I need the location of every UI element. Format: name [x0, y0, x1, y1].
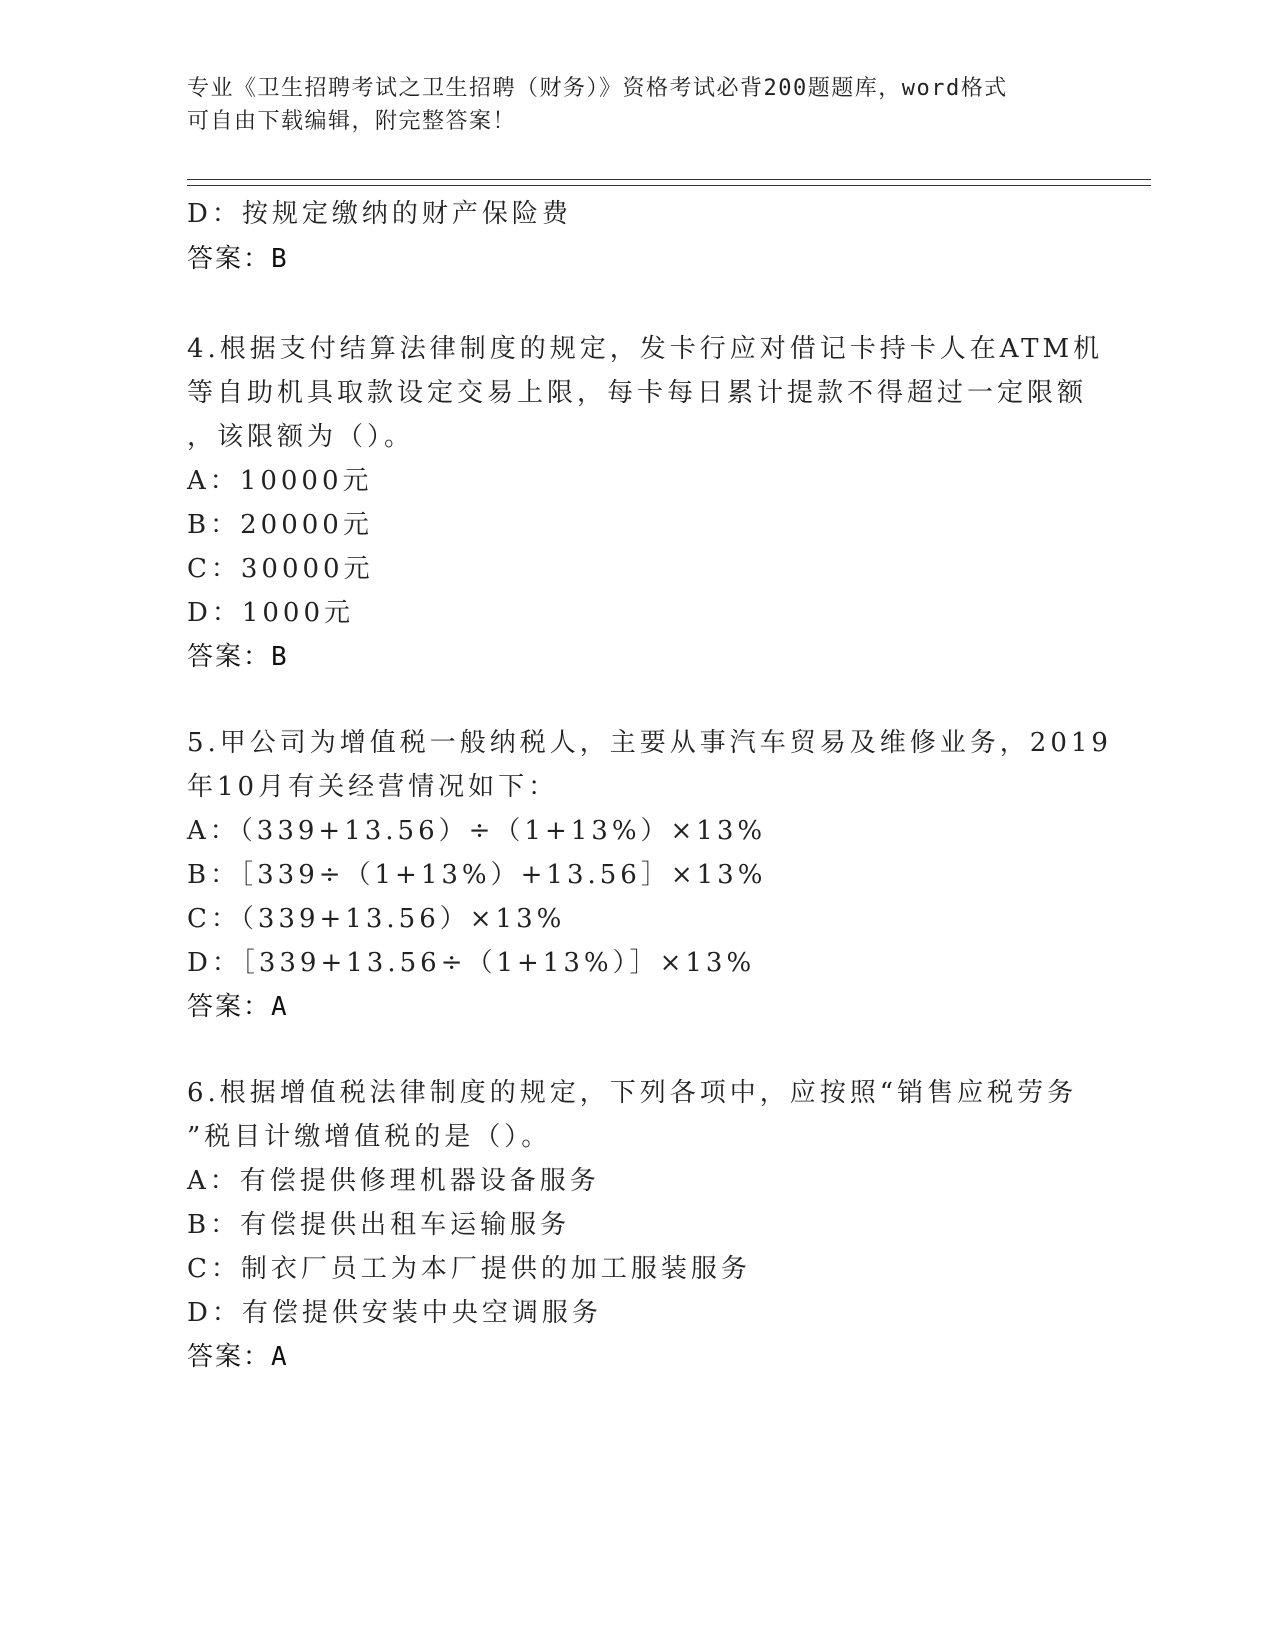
q6-stem-line-1: 6.根据增值税法律制度的规定，下列各项中，应按照“销售应税劳务 — [187, 1078, 1078, 1108]
header-line-2: 可自由下载编辑，附完整答案！ — [187, 109, 517, 134]
q6-option-a: A：有偿提供修理机器设备服务 — [187, 1166, 600, 1196]
q4-answer-label: 答案： — [187, 642, 272, 672]
q5-answer — [187, 986, 289, 1023]
q5-stem-line-1: 5.甲公司为增值税一般纳税人，主要从事汽车贸易及维修业务，2019 — [187, 728, 1112, 758]
header-divider-top — [187, 179, 1151, 180]
q3-option-d: D：按规定缴纳的财产保险费 — [187, 199, 572, 229]
q6-option-b: B：有偿提供出租车运输服务 — [187, 1210, 571, 1240]
q6-answer-value: A — [271, 1342, 289, 1372]
q6-option-d: D：有偿提供安装中央空调服务 — [187, 1298, 602, 1328]
q6-answer — [187, 1336, 289, 1373]
q4-stem-line-3: ，该限额为（）。 — [187, 422, 415, 452]
q5-option-c: C：（339+13.56）×13% — [187, 904, 566, 934]
q5-option-b: B：［339÷（1+13%）+13.56］×13% — [187, 860, 767, 890]
q5-answer-label: 答案： — [187, 992, 272, 1022]
q3-answer — [187, 238, 289, 275]
q6-answer-label: 答案： — [187, 1342, 272, 1372]
q6-option-c: C：制衣厂员工为本厂提供的加工服装服务 — [187, 1254, 751, 1284]
q4-stem-line-1: 4.根据支付结算法律制度的规定，发卡行应对借记卡持卡人在ATM机 — [187, 334, 1104, 364]
q5-stem-line-2: 年10月有关经营情况如下： — [187, 772, 559, 802]
q5-option-d: D：［339+13.56÷（1+13%）］×13% — [187, 948, 756, 978]
header-line-1: 专业《卫生招聘考试之卫生招聘（财务）》资格考试必背200题题库，word格式 — [187, 76, 1008, 101]
q4-option-b: B：20000元 — [187, 510, 373, 540]
q3-answer-value: B — [271, 244, 289, 274]
q4-option-a: A：10000元 — [187, 466, 373, 496]
header-divider-bottom — [187, 185, 1151, 186]
q4-option-d: D：1000元 — [187, 598, 355, 628]
q4-stem-line-2: 等自助机具取款设定交易上限，每卡每日累计提款不得超过一定限额 — [187, 378, 1088, 408]
document-header — [187, 72, 1067, 138]
q5-option-a: A：（339+13.56）÷（1+13%）×13% — [187, 816, 767, 846]
q3-answer-label: 答案： — [187, 244, 272, 274]
q4-answer — [187, 636, 289, 673]
q4-option-c: C：30000元 — [187, 554, 374, 584]
q4-answer-value: B — [271, 642, 289, 672]
q5-answer-value: A — [271, 992, 289, 1022]
q6-stem-line-2: ”税目计缴增值税的是（）。 — [187, 1122, 552, 1152]
